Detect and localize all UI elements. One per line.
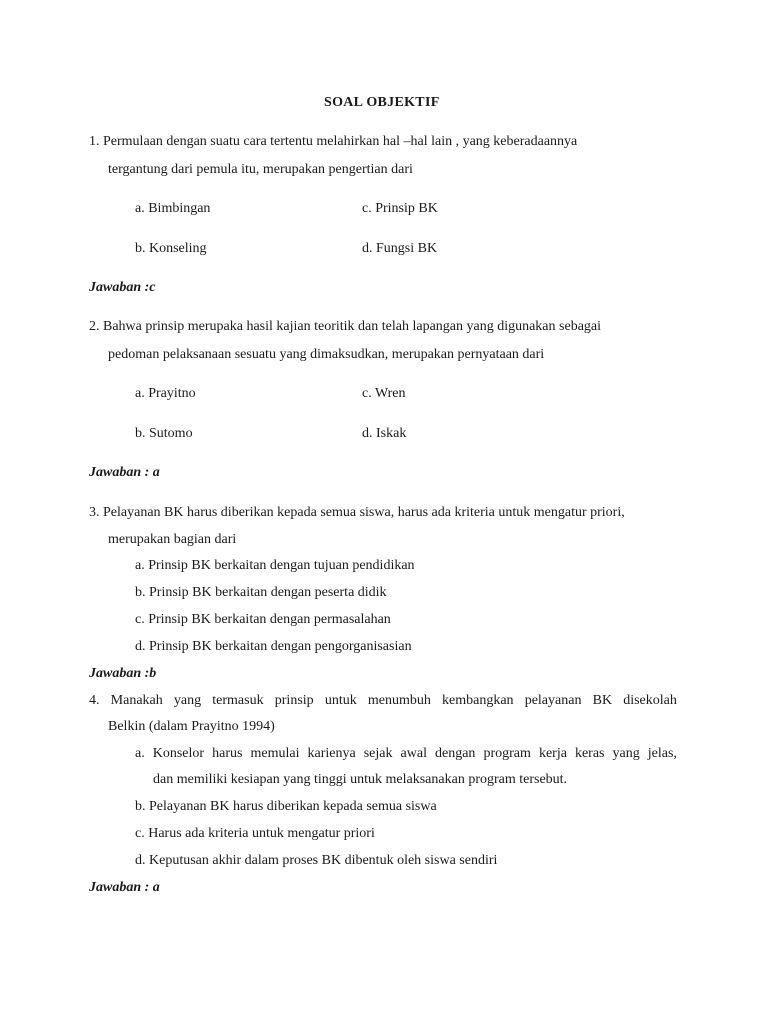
q4-word: menumbuh — [367, 693, 431, 708]
question-4-line-2: Belkin (dalam Prayitno 1994) — [108, 719, 275, 734]
question-2-answer: Jawaban : a — [89, 465, 160, 480]
q4-word: 4. — [89, 693, 100, 708]
question-2-option-b: b. Sutomo — [135, 426, 193, 441]
question-3-option-c: c. Prinsip BK berkaitan dengan permasalahan — [135, 612, 391, 627]
q4-word: disekolah — [623, 693, 677, 708]
q4a-word: dengan — [435, 746, 476, 761]
question-4-answer: Jawaban : a — [89, 880, 160, 895]
question-3-line-1: 3. Pelayanan BK harus diberikan kepada semua siswa, harus ada kriteria untuk mengatur priori, — [89, 505, 625, 520]
question-4-option-a — [135, 745, 677, 763]
q4-word: prinsip — [274, 693, 314, 708]
question-2-line-2: pedoman pelaksanaan sesuatu yang dimaksudkan, merupakan pernyataan dari — [108, 347, 545, 362]
page-title: SOAL OBJEKTIF — [324, 95, 440, 110]
question-3-answer: Jawaban :b — [89, 666, 157, 681]
q4a-word: Konselor — [152, 746, 205, 761]
q4a-word: awal — [400, 746, 427, 761]
question-1-option-d: d. Fungsi BK — [362, 241, 438, 256]
question-3-line-2: merupakan bagian dari — [108, 532, 237, 547]
question-3-option-d: d. Prinsip BK berkaitan dengan pengorganisasian — [135, 639, 412, 654]
question-4-line-1 — [89, 692, 677, 710]
question-3-option-a: a. Prinsip BK berkaitan dengan tujuan pendidikan — [135, 558, 415, 573]
q4-word: BK — [592, 693, 613, 708]
q4a-word: program — [483, 746, 531, 761]
q4-word: Manakah — [110, 693, 163, 708]
question-4-option-c: c. Harus ada kriteria untuk mengatur priori — [135, 826, 375, 841]
question-1-answer: Jawaban :c — [89, 280, 156, 295]
question-2-option-a: a. Prayitno — [135, 386, 196, 401]
q4-word: yang — [173, 693, 202, 708]
q4a-word: keras — [574, 746, 605, 761]
question-4-option-b: b. Pelayanan BK harus diberikan kepada semua siswa — [135, 799, 437, 814]
q4a-word: jelas, — [647, 746, 677, 761]
question-4-option-d: d. Keputusan akhir dalam proses BK dibentuk oleh siswa sendiri — [135, 853, 498, 868]
q4a-word: sejak — [363, 746, 393, 761]
q4-word: termasuk — [212, 693, 264, 708]
q4a-word: yang — [612, 746, 640, 761]
question-3-option-b: b. Prinsip BK berkaitan dengan peserta didik — [135, 585, 387, 600]
q4a-word: memulai — [250, 746, 300, 761]
question-1-option-b: b. Konseling — [135, 241, 207, 256]
question-4-option-a-continuation: dan memiliki kesiapan yang tinggi untuk melaksanakan program tersebut. — [153, 772, 568, 787]
q4a-word: harus — [212, 746, 243, 761]
question-2-line-1: 2. Bahwa prinsip merupaka hasil kajian teoritik dan telah lapangan yang digunakan sebagai — [89, 319, 602, 334]
q4-word: untuk — [324, 693, 357, 708]
q4a-word: kerja — [538, 746, 567, 761]
question-1-line-1: 1. Permulaan dengan suatu cara tertentu melahirkan hal –hal lain , yang keberadaannya — [89, 134, 578, 149]
question-2-option-d: d. Iskak — [362, 426, 407, 441]
question-1-option-a: a. Bimbingan — [135, 201, 211, 216]
q4a-word: karienya — [307, 746, 356, 761]
question-1-option-c: c. Prinsip BK — [362, 201, 438, 216]
question-2-option-c: c. Wren — [362, 386, 406, 401]
question-1-line-2: tergantung dari pemula itu, merupakan pengertian dari — [108, 162, 413, 177]
q4-word: kembangkan — [442, 693, 514, 708]
q4-word: pelayanan — [524, 693, 582, 708]
q4a-word: a. — [135, 746, 145, 761]
